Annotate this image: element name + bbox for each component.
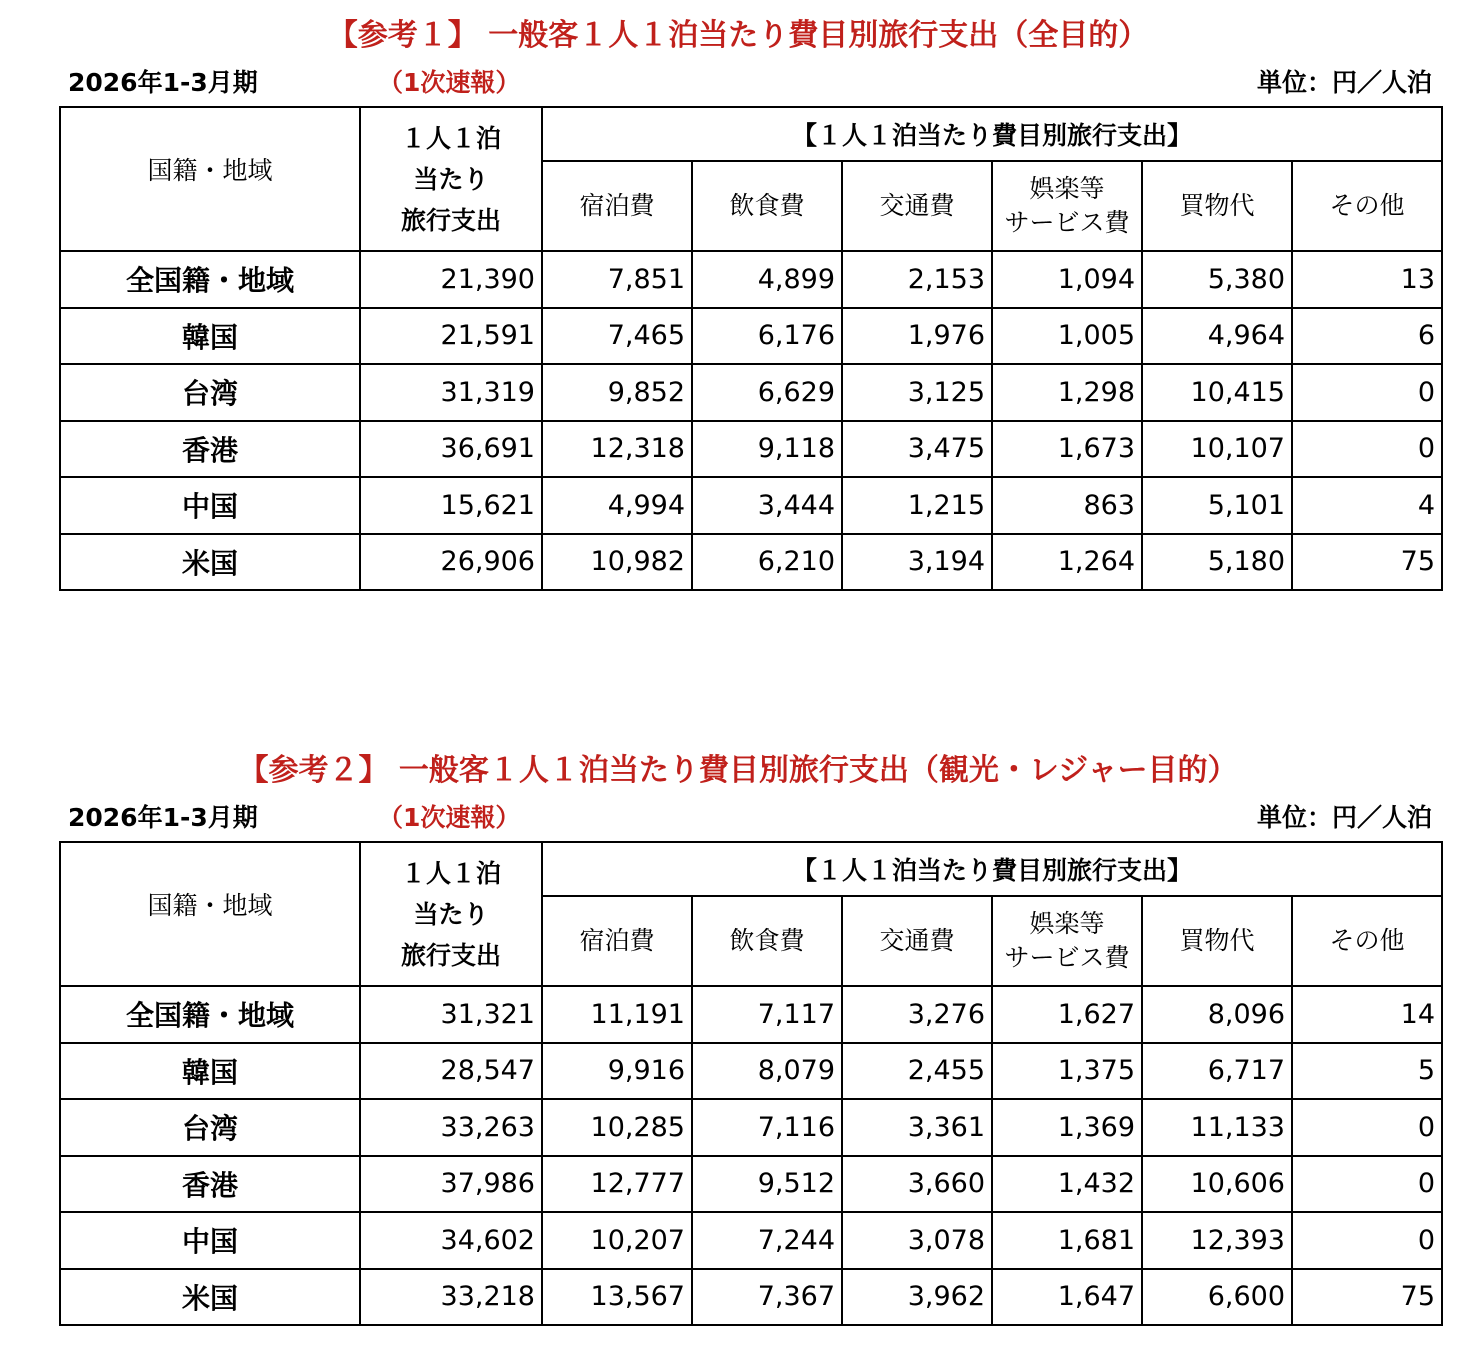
- value-cell: 12,777: [542, 1156, 692, 1213]
- region-name-cell: 台湾: [60, 1099, 360, 1156]
- table-row: [60, 364, 1442, 421]
- header-shopping: [1142, 896, 1292, 986]
- value-cell: 31,321: [360, 986, 542, 1043]
- region-name-cell: 韓国: [60, 1043, 360, 1100]
- header-entertainment-label-1: 娯楽等: [1029, 174, 1105, 203]
- value-cell: 31,319: [360, 364, 542, 421]
- value-cell: 11,191: [542, 986, 692, 1043]
- value-cell: 3,194: [842, 534, 992, 591]
- table-row: [60, 421, 1442, 478]
- header-total-line-2: 当たり: [413, 164, 489, 194]
- header-entertainment-label-2: サービス費: [1004, 943, 1130, 972]
- value-cell: 1,264: [992, 534, 1142, 591]
- table-row: [60, 1212, 1442, 1269]
- value-cell: 1,976: [842, 308, 992, 365]
- value-cell: 9,916: [542, 1043, 692, 1100]
- value-cell: 14: [1292, 986, 1442, 1043]
- value-cell: 15,621: [360, 477, 542, 534]
- reference-1-body: [60, 251, 1442, 590]
- value-cell: 8,079: [692, 1043, 842, 1100]
- value-cell: 0: [1292, 421, 1442, 478]
- value-cell: 1,681: [992, 1212, 1142, 1269]
- header-lodging-label: 宿泊費: [579, 191, 655, 220]
- value-cell: 2,153: [842, 251, 992, 308]
- header-entertainment-label-2: サービス費: [1004, 208, 1130, 237]
- value-cell: 5,180: [1142, 534, 1292, 591]
- value-cell: 21,591: [360, 308, 542, 365]
- value-cell: 28,547: [360, 1043, 542, 1100]
- value-cell: 3,276: [842, 986, 992, 1043]
- reference-2-prelim-note: （1次速報）: [378, 803, 521, 832]
- value-cell: 3,444: [692, 477, 842, 534]
- value-cell: 7,465: [542, 308, 692, 365]
- value-cell: 36,691: [360, 421, 542, 478]
- value-cell: 9,512: [692, 1156, 842, 1213]
- reference-1-table: [59, 106, 1443, 591]
- header-lodging: [542, 161, 692, 251]
- reference-2-title: 【参考２】 一般客１人１泊当たり費目別旅行支出（観光・レジャー目的）: [238, 753, 1238, 788]
- header-other: [1292, 896, 1442, 986]
- value-cell: 3,361: [842, 1099, 992, 1156]
- header-total-line-1: １人１泊: [400, 123, 501, 153]
- value-cell: 7,851: [542, 251, 692, 308]
- region-name-cell: 米国: [60, 1269, 360, 1326]
- table-row: [60, 986, 1442, 1043]
- header-category-group: 【１人１泊当たり費目別旅行支出】: [542, 842, 1442, 896]
- table-row: [60, 534, 1442, 591]
- value-cell: 12,393: [1142, 1212, 1292, 1269]
- value-cell: 4: [1292, 477, 1442, 534]
- region-name-cell: 香港: [60, 421, 360, 478]
- reference-2-unit: 単位：円／人泊: [1256, 803, 1432, 832]
- value-cell: 6,600: [1142, 1269, 1292, 1326]
- reference-2-body: [60, 986, 1442, 1325]
- region-name-cell: 中国: [60, 477, 360, 534]
- value-cell: 37,986: [360, 1156, 542, 1213]
- region-name-cell: 中国: [60, 1212, 360, 1269]
- value-cell: 3,078: [842, 1212, 992, 1269]
- region-name-cell: 米国: [60, 534, 360, 591]
- table-row: [60, 1043, 1442, 1100]
- value-cell: 3,962: [842, 1269, 992, 1326]
- region-name-cell: 台湾: [60, 364, 360, 421]
- table-row: [60, 477, 1442, 534]
- header-entertainment-label-1: 娯楽等: [1029, 909, 1105, 938]
- header-lodging: [542, 896, 692, 986]
- region-name-cell: 香港: [60, 1156, 360, 1213]
- value-cell: 75: [1292, 1269, 1442, 1326]
- region-name-cell: 全国籍・地域: [60, 986, 360, 1043]
- value-cell: 0: [1292, 1212, 1442, 1269]
- value-cell: 33,218: [360, 1269, 542, 1326]
- header-total-line-3: 旅行支出: [400, 940, 501, 970]
- reference-1-title: 【参考１】 一般客１人１泊当たり費目別旅行支出（全目的）: [327, 18, 1149, 53]
- header-total-line-3: 旅行支出: [400, 205, 501, 235]
- reference-1-prelim-note: （1次速報）: [378, 68, 521, 97]
- value-cell: 1,215: [842, 477, 992, 534]
- header-entertainment: [992, 896, 1142, 986]
- table-row: [60, 1156, 1442, 1213]
- header-total-line-1: １人１泊: [400, 858, 501, 888]
- value-cell: 1,375: [992, 1043, 1142, 1100]
- value-cell: 1,627: [992, 986, 1142, 1043]
- value-cell: 6: [1292, 308, 1442, 365]
- value-cell: 75: [1292, 534, 1442, 591]
- value-cell: 8,096: [1142, 986, 1292, 1043]
- value-cell: 6,176: [692, 308, 842, 365]
- header-other-label: その他: [1329, 191, 1405, 220]
- value-cell: 3,660: [842, 1156, 992, 1213]
- value-cell: 1,673: [992, 421, 1142, 478]
- value-cell: 7,244: [692, 1212, 842, 1269]
- header-total: [360, 107, 542, 251]
- value-cell: 0: [1292, 1099, 1442, 1156]
- header-region: 国籍・地域: [60, 842, 360, 986]
- value-cell: 5,380: [1142, 251, 1292, 308]
- value-cell: 9,118: [692, 421, 842, 478]
- value-cell: 3,475: [842, 421, 992, 478]
- value-cell: 6,210: [692, 534, 842, 591]
- reference-1-period: 2026年1-3月期: [68, 68, 258, 97]
- value-cell: 12,318: [542, 421, 692, 478]
- header-food: [692, 161, 842, 251]
- header-transport: [842, 896, 992, 986]
- header-other: [1292, 161, 1442, 251]
- reference-2-period: 2026年1-3月期: [68, 803, 258, 832]
- value-cell: 10,107: [1142, 421, 1292, 478]
- value-cell: 3,125: [842, 364, 992, 421]
- header-lodging-label: 宿泊費: [579, 926, 655, 955]
- value-cell: 11,133: [1142, 1099, 1292, 1156]
- header-total: [360, 842, 542, 986]
- value-cell: 1,369: [992, 1099, 1142, 1156]
- table-row: [60, 251, 1442, 308]
- value-cell: 1,005: [992, 308, 1142, 365]
- header-region: 国籍・地域: [60, 107, 360, 251]
- value-cell: 863: [992, 477, 1142, 534]
- value-cell: 4,994: [542, 477, 692, 534]
- value-cell: 10,285: [542, 1099, 692, 1156]
- value-cell: 33,263: [360, 1099, 542, 1156]
- value-cell: 6,717: [1142, 1043, 1292, 1100]
- table-row: [60, 308, 1442, 365]
- value-cell: 1,647: [992, 1269, 1142, 1326]
- value-cell: 1,432: [992, 1156, 1142, 1213]
- value-cell: 7,367: [692, 1269, 842, 1326]
- value-cell: 10,415: [1142, 364, 1292, 421]
- value-cell: 5: [1292, 1043, 1442, 1100]
- header-food-label: 飲食費: [729, 926, 805, 955]
- value-cell: 1,094: [992, 251, 1142, 308]
- value-cell: 10,606: [1142, 1156, 1292, 1213]
- header-shopping-label: 買物代: [1179, 191, 1255, 220]
- reference-2-table: [59, 841, 1443, 1326]
- header-transport: [842, 161, 992, 251]
- value-cell: 13: [1292, 251, 1442, 308]
- value-cell: 26,906: [360, 534, 542, 591]
- table-row: [60, 1099, 1442, 1156]
- reference-1-unit: 単位：円／人泊: [1256, 68, 1432, 97]
- value-cell: 34,602: [360, 1212, 542, 1269]
- header-other-label: その他: [1329, 926, 1405, 955]
- value-cell: 10,982: [542, 534, 692, 591]
- value-cell: 21,390: [360, 251, 542, 308]
- value-cell: 7,117: [692, 986, 842, 1043]
- value-cell: 6,629: [692, 364, 842, 421]
- header-transport-label: 交通費: [879, 926, 955, 955]
- region-name-cell: 韓国: [60, 308, 360, 365]
- header-shopping: [1142, 161, 1292, 251]
- value-cell: 4,899: [692, 251, 842, 308]
- table-row: [60, 1269, 1442, 1326]
- value-cell: 7,116: [692, 1099, 842, 1156]
- header-total-line-2: 当たり: [413, 899, 489, 929]
- header-shopping-label: 買物代: [1179, 926, 1255, 955]
- header-food: [692, 896, 842, 986]
- header-food-label: 飲食費: [729, 191, 805, 220]
- value-cell: 4,964: [1142, 308, 1292, 365]
- region-name-cell: 全国籍・地域: [60, 251, 360, 308]
- header-category-group: 【１人１泊当たり費目別旅行支出】: [542, 107, 1442, 161]
- value-cell: 9,852: [542, 364, 692, 421]
- value-cell: 1,298: [992, 364, 1142, 421]
- value-cell: 13,567: [542, 1269, 692, 1326]
- value-cell: 0: [1292, 364, 1442, 421]
- value-cell: 10,207: [542, 1212, 692, 1269]
- value-cell: 5,101: [1142, 477, 1292, 534]
- value-cell: 2,455: [842, 1043, 992, 1100]
- header-transport-label: 交通費: [879, 191, 955, 220]
- value-cell: 0: [1292, 1156, 1442, 1213]
- header-entertainment: [992, 161, 1142, 251]
